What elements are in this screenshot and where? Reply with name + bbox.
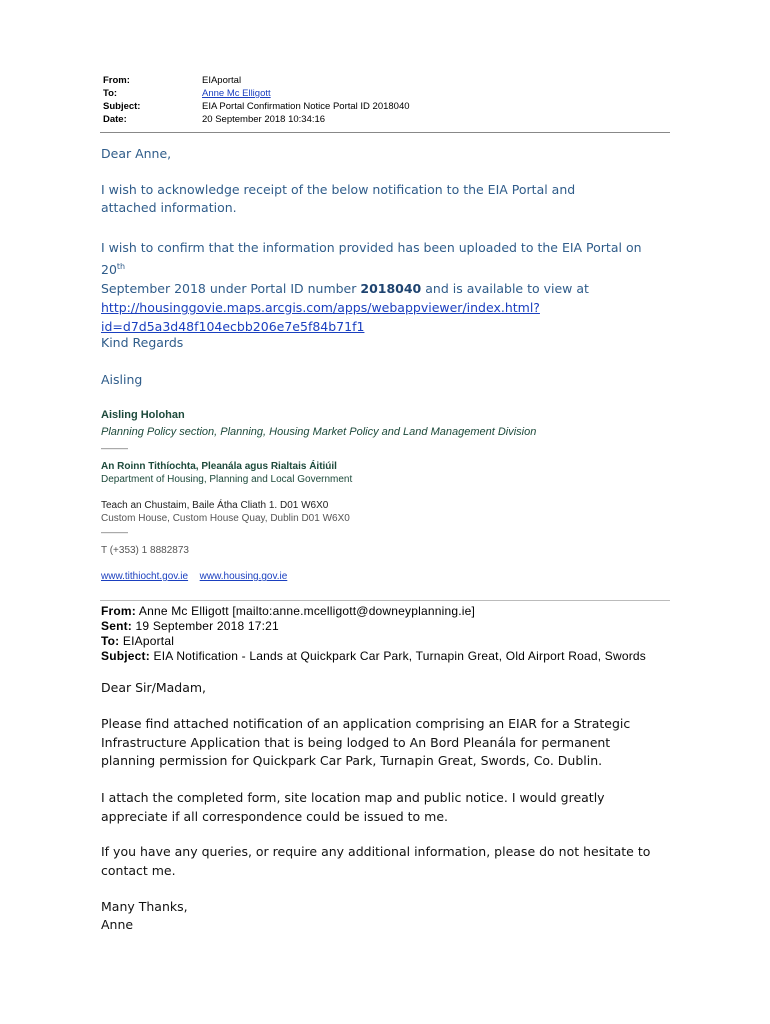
signature-name: Aisling Holohan bbox=[101, 409, 185, 421]
department-english: Department of Housing, Planning and Local Government bbox=[101, 474, 353, 485]
subject-value: EIA Portal Confirmation Notice Portal ID 2018040 bbox=[202, 101, 410, 112]
fw-to-row bbox=[101, 634, 646, 649]
fw-to-label: To: bbox=[101, 634, 120, 648]
email-header bbox=[103, 74, 410, 126]
fw-from-label: From: bbox=[101, 604, 136, 618]
fw-from-value: Anne Mc Elligott [mailto:anne.mcelligott@downeyplanning.ie] bbox=[138, 604, 476, 618]
reply-paragraph-2 bbox=[101, 238, 661, 336]
forward-divider bbox=[100, 600, 670, 601]
portal-link-line-2[interactable]: id=d7d5a3d48f104ecbb206e7e5f84b71f1 bbox=[101, 319, 365, 335]
header-subject-row bbox=[103, 100, 410, 113]
portal-link-line-1[interactable]: http://housinggovie.maps.arcgis.com/apps/webappviewer/index.html? bbox=[101, 300, 540, 316]
fw-subject-row bbox=[101, 649, 646, 664]
reply-greeting: Dear Anne, bbox=[101, 146, 172, 161]
web-link-housing[interactable]: www.housing.gov.ie bbox=[199, 571, 288, 582]
fw-subject-label: Subject: bbox=[101, 649, 150, 663]
from-label: From: bbox=[103, 75, 130, 86]
original-name: Anne bbox=[101, 917, 134, 932]
reply-name: Aisling bbox=[101, 372, 143, 387]
para2-text-c: and is available to view at bbox=[421, 281, 589, 297]
original-closing: Many Thanks, bbox=[101, 899, 188, 914]
to-link[interactable]: Anne Mc Elligott bbox=[202, 88, 271, 99]
address-english: Custom House, Custom House Quay, Dublin D01 W6X0 bbox=[101, 513, 350, 524]
para2-superscript: th bbox=[116, 262, 126, 271]
forwarded-header bbox=[101, 604, 646, 664]
signature-web-links bbox=[101, 571, 287, 582]
header-divider bbox=[100, 132, 670, 133]
original-greeting: Dear Sir/Madam, bbox=[101, 680, 207, 695]
portal-id: 2018040 bbox=[360, 281, 422, 297]
fw-sent-value: 19 September 2018 17:21 bbox=[135, 619, 279, 633]
original-paragraph-2: I attach the completed form, site location map and public notice. I would greatly appreciate if all correspondence could be issued to me. bbox=[101, 790, 605, 824]
to-label: To: bbox=[103, 88, 118, 99]
fw-subject-value: EIA Notification - Lands at Quickpark Car Park, Turnapin Great, Old Airport Road, Swords bbox=[153, 649, 646, 663]
header-date-row bbox=[103, 113, 410, 126]
reply-paragraph-1: I wish to acknowledge receipt of the below notification to the EIA Portal and attached information. bbox=[101, 182, 576, 215]
header-from-row bbox=[103, 74, 410, 87]
date-value: 20 September 2018 10:34:16 bbox=[202, 114, 326, 125]
address-irish: Teach an Chustaim, Baile Átha Cliath 1. D01 W6X0 bbox=[101, 500, 329, 511]
signature-separator: ——— bbox=[101, 443, 128, 453]
subject-label: Subject: bbox=[103, 101, 141, 112]
date-label: Date: bbox=[103, 114, 127, 125]
header-to-row bbox=[103, 87, 410, 100]
fw-from-row bbox=[101, 604, 646, 619]
fw-to-value: EIAportal bbox=[122, 634, 175, 648]
signature-phone: T (+353) 1 8882873 bbox=[101, 545, 189, 556]
original-paragraph-1: Please find attached notification of an application comprising an EIAR for a Strategic Infrastructure Application that is being lodged to An Bord Pleanála for permanent planning permission for Quickpark Car Park, Turnapin Great, Swords, Co. Dublin. bbox=[101, 716, 631, 768]
fw-sent-label: Sent: bbox=[101, 619, 132, 633]
web-link-tithiocht[interactable]: www.tithiocht.gov.ie bbox=[101, 571, 189, 582]
para2-text-b: September 2018 under Portal ID number bbox=[101, 281, 361, 297]
fw-sent-row bbox=[101, 619, 646, 634]
reply-closing: Kind Regards bbox=[101, 335, 184, 350]
signature-separator-2: ——— bbox=[101, 527, 128, 537]
from-value: EIAportal bbox=[202, 75, 242, 86]
original-paragraph-3: If you have any queries, or require any additional information, please do not hesitate to contact me. bbox=[101, 844, 651, 878]
para2-text-a: I wish to confirm that the information provided has been uploaded to the EIA Portal on 20 bbox=[101, 240, 642, 278]
department-irish: An Roinn Tithíochta, Pleanála agus Rialtais Áitiúil bbox=[101, 461, 337, 472]
signature-role: Planning Policy section, Planning, Housing Market Policy and Land Management Division bbox=[101, 426, 537, 438]
